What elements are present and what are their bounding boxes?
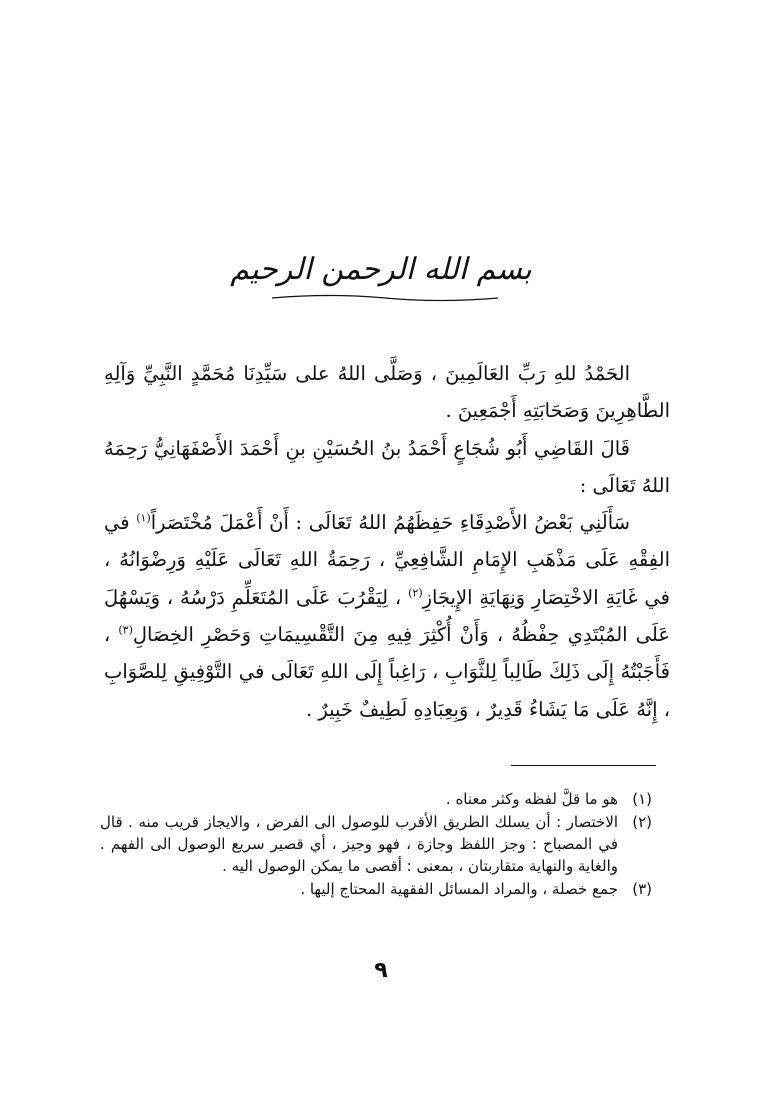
footnote-separator xyxy=(511,765,656,766)
body-text-part-4: ، فَأَجَبْتُهُ إِلَى ذَلِكَ طَالِباً لِلثَّوَابِ ، رَاغِباً إِلَى اللهِ تَعَالَى في التَّوْفِيقِ لِلصَّوَابِ ، إِنَّهُ عَلَى مَا يَشَاءُ قَدِيرٌ ، وَبِعِبَادِهِ لَطِيفٌ خَبِيرٌ . xyxy=(104,623,670,721)
body-paragraph xyxy=(104,504,670,728)
basmala-heading: بسم الله الرحمن الرحيم xyxy=(230,252,532,287)
body-text-part-1: سَأَلَنِي بَعْضُ الأَصْدِقَاءِ حَفِظَهُمُ اللهُ تَعَالَى : أَنْ أَعْمَلَ مُخْتَصَراً xyxy=(150,511,630,535)
author-line: قَالَ القَاضِي أَبُو شُجَاعٍ أَحْمَدُ بنُ الحُسَيْنِ بنِ أَحْمَدَ الأَصْفَهَانِيُّ رَحِمَهُ اللهُ تَعَالَى : xyxy=(104,436,670,497)
opening-paragraph: الحَمْدُ للهِ رَبِّ العَالَمِينَ ، وَصَلَّى اللهُ على سَيِّدِنَا مُحَمَّدٍ النَّبِيِّ وَآلِهِ الطَّاهِرِينَ وَصَحَابَتِهِ أَجْمَعِينَ . xyxy=(104,362,670,423)
main-text xyxy=(104,355,670,728)
body-text-part-2: في الفِقْهِ عَلَى مَذْهَبِ الإِمَامِ الشَّافِعِيِّ ، رَحِمَةُ اللهِ تَعَالَى عَلَيْهِ وَرِضْوَانُهُ ، في غَايَةِ الاخْتِصَارِ وَنِهَايَةِ الإِيجَازِ xyxy=(104,511,670,609)
footnote-text: هو ما قلَّ لفظه وكثر معناه . xyxy=(445,790,618,808)
footnote-number: (٣) xyxy=(632,880,652,898)
footnote-number: (٢) xyxy=(632,813,652,831)
body-text-part-3: ، لِيَقْرُبَ عَلَى المُتَعَلِّمِ دَرْسُهُ ، وَيَسْهُلَ عَلَى المُبْتَدِي حِفْظُهُ ، وَأَنْ أُكْثِرَ فِيهِ مِنَ التَّقْسِيمَاتِ وَحَصْرِ الخِصَالِ xyxy=(104,585,670,647)
footnote-item xyxy=(100,788,652,810)
footnote-number: (١) xyxy=(632,790,652,808)
page-number: ٩ xyxy=(374,958,388,983)
footnote-ref-3: (٣) xyxy=(118,623,133,637)
footnote-text: جمع خصلة ، والمراد المسائل الفقهية المحتاج إليها . xyxy=(300,880,618,898)
footnote-ref-1: (١) xyxy=(136,511,151,525)
basmala-flourish-icon xyxy=(270,292,500,302)
footnote-text: الاختصار : أن يسلك الطريق الأقرب للوصول الى الفرض ، والايجاز قريب منه . قال في المصباح : وجز اللفظ وجازة ، فهو وجيز ، أي قصير سريع الوصول الى الفهم . والغاية والنهاية متقاربتان ، بمعنى : أقصى ما يمكن الوصول اليه . xyxy=(100,813,618,875)
footnotes xyxy=(100,788,652,901)
footnote-item xyxy=(100,878,652,900)
footnote-ref-2: (٢) xyxy=(408,586,423,600)
footnote-item xyxy=(100,811,652,877)
